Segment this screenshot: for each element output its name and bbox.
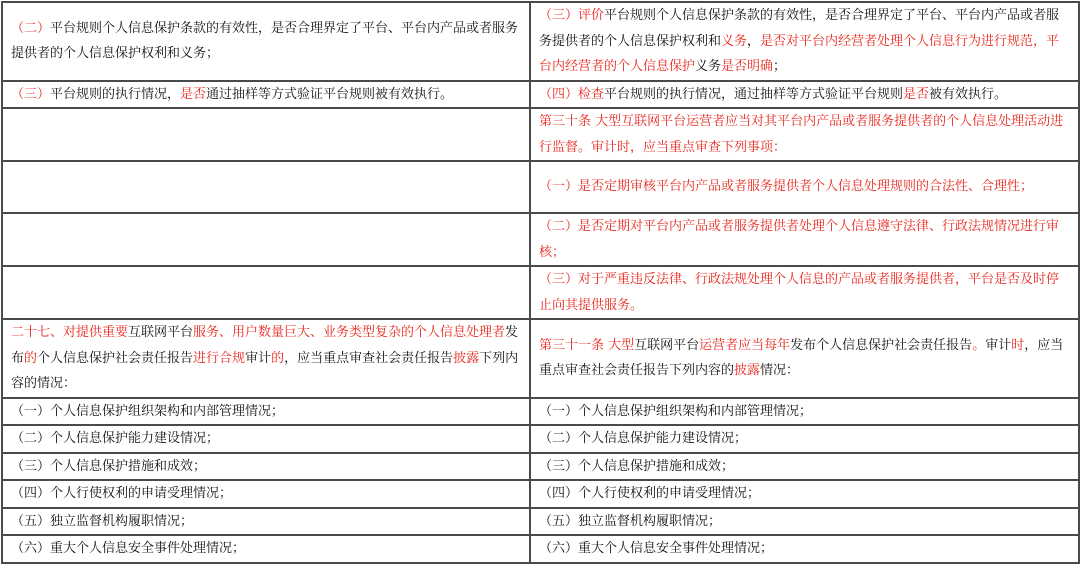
old-text-cell [2, 425, 530, 453]
old-text-cell [2, 266, 530, 319]
text-run: （一）个人信息保护组织架构和内部管理情况； [539, 403, 813, 419]
highlighted-text: 进行合规 [193, 350, 246, 366]
text-run: 互联网平台 [128, 325, 194, 340]
new-text-cell [530, 2, 1079, 81]
highlighted-text: 的 [24, 350, 38, 366]
old-text-cell [2, 508, 530, 536]
text-run: （五）独立监督机构履职情况； [11, 513, 194, 529]
highlighted-text: 。 [972, 337, 986, 353]
highlighted-text: 义务 [721, 33, 748, 49]
new-text-cell [530, 108, 1079, 161]
old-text-cell [2, 161, 530, 213]
highlighted-text: 第三十条 大型互联网平台运营者应当对其平台内产品或者服务提供者的个人信息处理活动进行监督。审计时，应当重点审查下列事项： [539, 114, 1064, 155]
new-text-cell [530, 319, 1079, 398]
old-text-cell [2, 2, 530, 81]
text-run: 审计 [245, 350, 272, 366]
highlighted-text: 时 [1011, 337, 1025, 353]
text-run: 下列内容的情况： [11, 350, 519, 391]
highlighted-text: 的 [271, 350, 285, 366]
table-row [2, 480, 1079, 508]
old-text-cell [2, 535, 530, 563]
text-run: （三）个人信息保护措施和成效； [11, 458, 207, 474]
new-text-cell [530, 266, 1079, 319]
highlighted-text: （三）评价 [539, 8, 605, 23]
new-text-cell [530, 425, 1079, 453]
highlighted-text: 运营者应当每年 [699, 337, 791, 353]
text-run: 发布个人信息保护社会责任报告 [790, 337, 973, 353]
text-run: （六）重大个人信息安全事件处理情况； [11, 541, 246, 557]
highlighted-text: 披露 [734, 363, 761, 379]
old-text-cell [2, 398, 530, 426]
old-text-cell [2, 453, 530, 481]
text-run: 审计 [985, 337, 1012, 353]
table-row [2, 108, 1079, 161]
text-run: 平台规则个人信息保护条款的有效性，是否合理界定了平台、平台内产品或者服务提供者的个人信息保护权利和 [539, 8, 1060, 49]
highlighted-text: （三）对于严重违反法律、行政法规处理个人信息的产品或者服务提供者，平台是否及时停止向其提供服务。 [539, 272, 1060, 313]
highlighted-text: 二十七、对提供重要 [11, 325, 129, 340]
highlighted-text: （二） [11, 20, 51, 36]
new-text-cell [530, 453, 1079, 481]
highlighted-text: 第三十一条 大型 [539, 337, 635, 353]
highlighted-text: 是否明确 [721, 59, 774, 74]
table-row [2, 81, 1079, 109]
highlighted-text: 是否对平台内经营者处理个人信息行为进行规范，平台内经营者的个人信息保护 [539, 33, 1060, 74]
new-text-cell [530, 213, 1079, 266]
text-run: 义务 [695, 59, 722, 74]
old-text-cell [2, 319, 530, 398]
highlighted-text: 是否 [903, 86, 930, 102]
text-run: ，应当重点审查社会责任报告下列内容的 [539, 337, 1064, 379]
table-row [2, 535, 1079, 563]
text-run: （六）重大个人信息安全事件处理情况； [539, 541, 774, 557]
old-text-cell [2, 213, 530, 266]
text-run: 互联网平台 [634, 337, 700, 353]
text-run: 平台规则的执行情况， [50, 86, 181, 102]
table-row [2, 453, 1079, 481]
old-text-cell [2, 108, 530, 161]
text-run: （二）个人信息保护能力建设情况； [539, 431, 748, 446]
old-text-cell [2, 480, 530, 508]
highlighted-text: （四）检查 [539, 86, 605, 102]
new-text-cell [530, 508, 1079, 536]
highlighted-text: 服务、用户数量巨大、业务类型复杂的个人信息处理者 [193, 325, 506, 340]
text-run: 平台规则的执行情况，通过抽样等方式验证平台规则 [604, 86, 904, 102]
table-row [2, 266, 1079, 319]
text-run: 通过抽样等方式验证平台规则被有效执行。 [206, 86, 454, 102]
old-text-cell [2, 81, 530, 109]
highlighted-text: （一）是否定期审核平台内产品或者服务提供者个人信息处理规则的合法性、合理性； [539, 179, 1034, 195]
comparison-table-body [2, 2, 1079, 563]
text-run: （四）个人行使权利的申请受理情况； [539, 486, 761, 501]
new-text-cell [530, 535, 1079, 563]
table-row [2, 213, 1079, 266]
text-run: 被有效执行。 [929, 86, 1008, 102]
text-run: 个人信息保护社会责任报告 [37, 350, 194, 366]
text-run: ，应当重点审查社会责任报告 [284, 350, 454, 366]
text-run: （二）个人信息保护能力建设情况； [11, 431, 220, 446]
text-run: 平台规则个人信息保护条款的有效性，是否合理界定了平台、平台内产品或者服务提供者的个人信息保护权利和义务； [11, 20, 519, 62]
table-row [2, 161, 1079, 213]
comparison-table [1, 1, 1080, 564]
text-run: （三）个人信息保护措施和成效； [539, 458, 735, 474]
table-row [2, 319, 1079, 398]
text-run: （四）个人行使权利的申请受理情况； [11, 486, 233, 501]
table-row [2, 425, 1079, 453]
table-row [2, 398, 1079, 426]
highlighted-text: （三） [11, 86, 51, 102]
text-run: 发布 [11, 325, 519, 366]
text-run: ， [747, 33, 761, 49]
highlighted-text: 是否 [180, 86, 207, 102]
new-text-cell [530, 81, 1079, 109]
new-text-cell [530, 161, 1079, 213]
text-run: （五）独立监督机构履职情况； [539, 513, 722, 529]
new-text-cell [530, 480, 1079, 508]
text-run: 情况： [760, 363, 800, 379]
text-run: （一）个人信息保护组织架构和内部管理情况； [11, 403, 285, 419]
table-row [2, 508, 1079, 536]
table-row [2, 2, 1079, 81]
text-run: ； [773, 59, 787, 74]
highlighted-text: 披露 [453, 350, 480, 366]
new-text-cell [530, 398, 1079, 426]
highlighted-text: （二）是否定期对平台内产品或者服务提供者处理个人信息遵守法律、行政法规情况进行审核； [539, 219, 1060, 260]
